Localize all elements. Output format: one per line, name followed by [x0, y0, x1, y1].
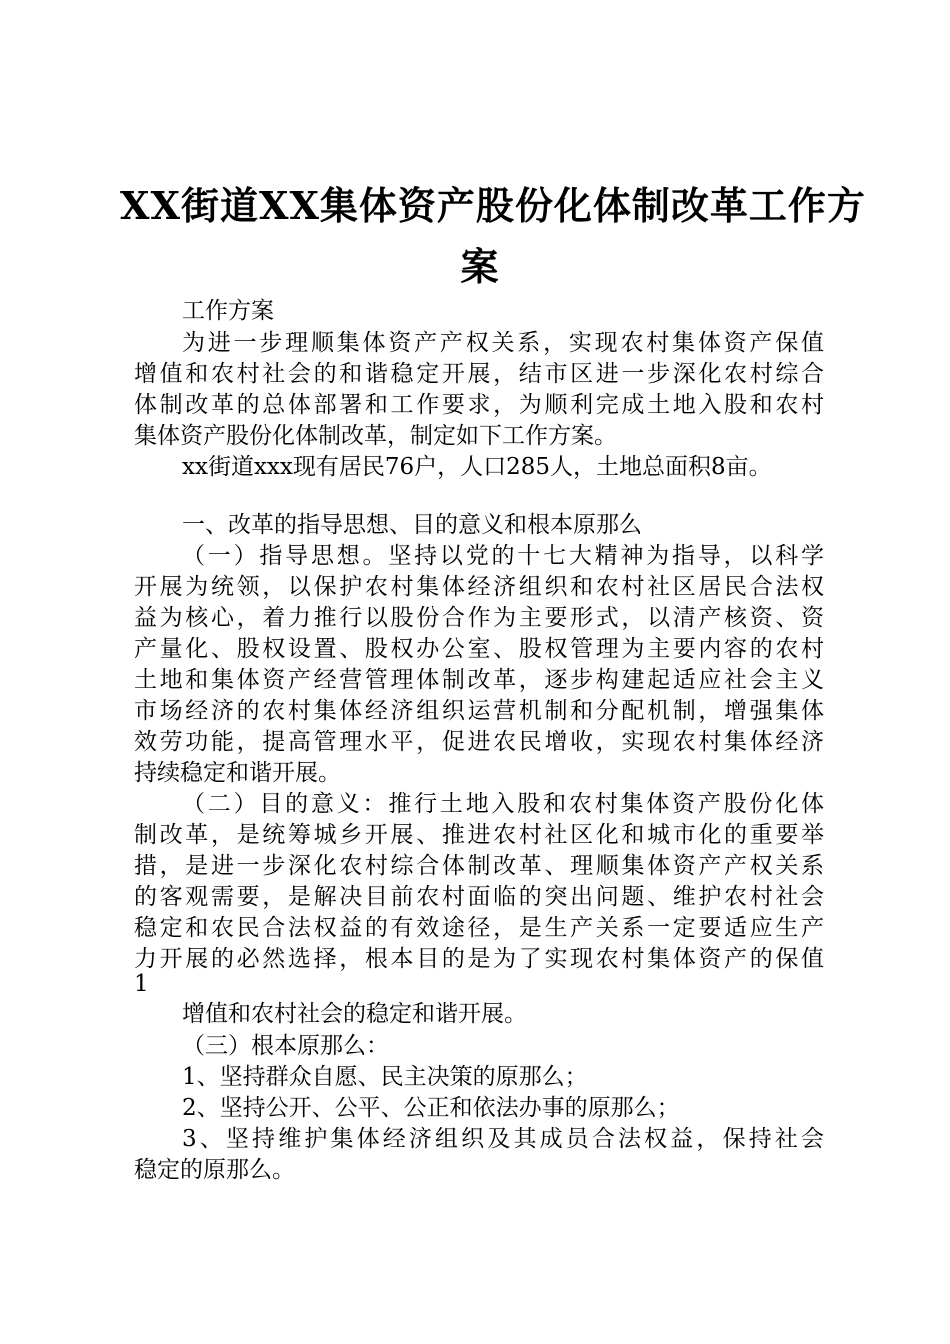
- paragraph-line: 集体资产股份化体制改革，制定如下工作方案。: [134, 423, 617, 449]
- paragraph-line: 增值和农村社会的和谐稳定开展，结市区进一步深化农村综合: [134, 361, 824, 387]
- paragraph-line: 土地和集体资产经营管理体制改革，逐步构建起适应社会主义: [134, 667, 824, 693]
- paragraph-line: 的客观需要，是解决目前农村面临的突出问题、维护农村社会: [134, 884, 824, 910]
- paragraph-line: （一）指导思想。坚持以党的十七大精神为指导，以科学: [182, 543, 824, 569]
- paragraph-line: 市场经济的农村集体经济组织运营机制和分配机制，增强集体: [134, 698, 824, 724]
- list-item-continuation: 稳定的原那么。: [134, 1157, 295, 1183]
- paragraph-line: 制改革，是统筹城乡开展、推进农村社区化和城市化的重要举: [134, 822, 824, 848]
- page-number: 1: [134, 971, 149, 997]
- list-item: 2、坚持公开、公平、公正和依法办事的原那么；: [182, 1095, 680, 1121]
- paragraph-line: 持续稳定和谐开展。: [134, 760, 341, 786]
- paragraph-line: 产量化、股权设置、股权办公室、股权管理为主要内容的农村: [134, 636, 824, 662]
- paragraph-line: xx街道xxx现有居民76户，人口285人，土地总面积8亩。: [182, 454, 772, 480]
- section-heading: （三）根本原那么：: [182, 1033, 389, 1059]
- paragraph-line: （二）目的意义：推行土地入股和农村集体资产股份化体: [182, 791, 824, 817]
- section-label: 工作方案: [182, 298, 274, 324]
- document-title-line-2: 案: [460, 244, 500, 289]
- list-item: 1、坚持群众自愿、民主决策的原那么；: [182, 1064, 588, 1090]
- document-title-line-1: XX街道XX集体资产股份化体制改革工作方: [120, 183, 866, 228]
- paragraph-line: 益为核心，着力推行以股份合作为主要形式，以清产核资、资: [134, 605, 824, 631]
- paragraph-line: 体制改革的总体部署和工作要求，为顺利完成土地入股和农村: [134, 392, 824, 418]
- paragraph-line: 措，是进一步深化农村综合体制改革、理顺集体资产产权关系: [134, 853, 824, 879]
- list-item: 3、坚持维护集体经济组织及其成员合法权益，保持社会: [182, 1126, 824, 1152]
- section-heading: 一、改革的指导思想、目的意义和根本原那么: [182, 512, 642, 538]
- paragraph-line: 效劳功能，提高管理水平，促进农民增收，实现农村集体经济: [134, 729, 824, 755]
- paragraph-line: 稳定和农民合法权益的有效途径，是生产关系一定要适应生产: [134, 915, 824, 941]
- paragraph-line: 为进一步理顺集体资产产权关系，实现农村集体资产保值: [182, 330, 824, 356]
- paragraph-line: 力开展的必然选择，根本目的是为了实现农村集体资产的保值: [134, 946, 824, 972]
- paragraph-line: 增值和农村社会的稳定和谐开展。: [182, 1001, 527, 1027]
- paragraph-line: 开展为统领，以保护农村集体经济组织和农村社区居民合法权: [134, 574, 824, 600]
